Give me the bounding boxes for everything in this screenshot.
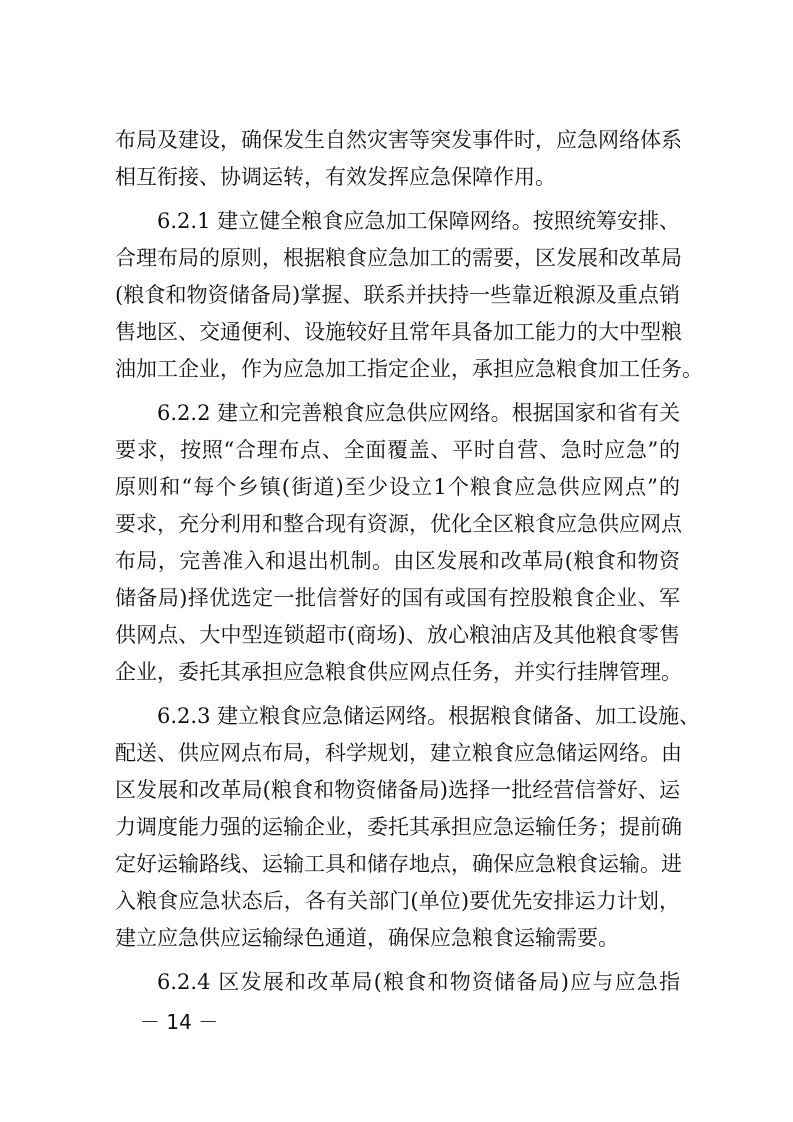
text-line: 定好运输路线、运输工具和储存地点，确保应急粮食运输。进: [115, 852, 682, 876]
text-line: 布局及建设，确保发生自然灾害等突发事件时，应急网络体系: [115, 128, 682, 152]
text-line: 合理布局的原则，根据粮食应急加工的需要，区发展和改革局: [115, 246, 682, 270]
text-line: 原则和“每个乡镇(街道)至少设立1个粮食应急供应网点”的: [115, 475, 680, 499]
section-6-2-4-heading-line: 6.2.4 区发展和改革局(粮食和物资储备局)应与应急指: [157, 970, 680, 994]
text-line: 入粮食应急状态后，各有关部门(单位)要优先安排运力计划，: [115, 889, 680, 913]
text-line: 售地区、交通便利、设施较好且常年具备加工能力的大中型粮: [115, 320, 682, 344]
text-line: 力调度能力强的运输企业，委托其承担应急运输任务；提前确: [115, 815, 682, 839]
text-line: (粮食和物资储备局)掌握、联系并扶持一些靠近粮源及重点销: [115, 283, 680, 307]
text-line: 区发展和改革局(粮食和物资储备局)选择一批经营信誉好、运: [115, 778, 680, 802]
text-line: 布局，完善准入和退出机制。由区发展和改革局(粮食和物资: [115, 549, 680, 573]
section-6-2-2-heading-line: 6.2.2 建立和完善粮食应急供应网络。根据国家和省有关: [157, 401, 680, 425]
text-line: 企业，委托其承担应急粮食供应网点任务，并实行挂牌管理。: [115, 660, 682, 684]
text-line: 要求，按照“合理布点、全面覆盖、平时自营、急时应急”的: [115, 438, 680, 462]
section-6-2-3-heading-line: 6.2.3 建立粮食应急储运网络。根据粮食储备、加工设施、: [157, 704, 701, 728]
section-6-2-1-heading-line: 6.2.1 建立健全粮食应急加工保障网络。按照统筹安排、: [157, 209, 680, 233]
text-line: 建立应急供应运输绿色通道，确保应急粮食运输需要。: [115, 926, 619, 950]
text-line: 相互衔接、协调运转，有效发挥应急保障作用。: [115, 165, 556, 189]
text-line: 储备局)择优选定一批信誉好的国有或国有控股粮食企业、军: [115, 586, 680, 610]
text-line: 油加工企业，作为应急加工指定企业，承担应急粮食加工任务。: [115, 357, 703, 381]
text-line: 配送、供应网点布局，科学规划，建立粮食应急储运网络。由: [115, 741, 682, 765]
text-line: 供网点、大中型连锁超市(商场)、放心粮油店及其他粮食零售: [115, 623, 680, 647]
text-line: 要求，充分利用和整合现有资源，优化全区粮食应急供应网点: [115, 512, 682, 536]
page-number: － 14 －: [140, 1010, 219, 1034]
